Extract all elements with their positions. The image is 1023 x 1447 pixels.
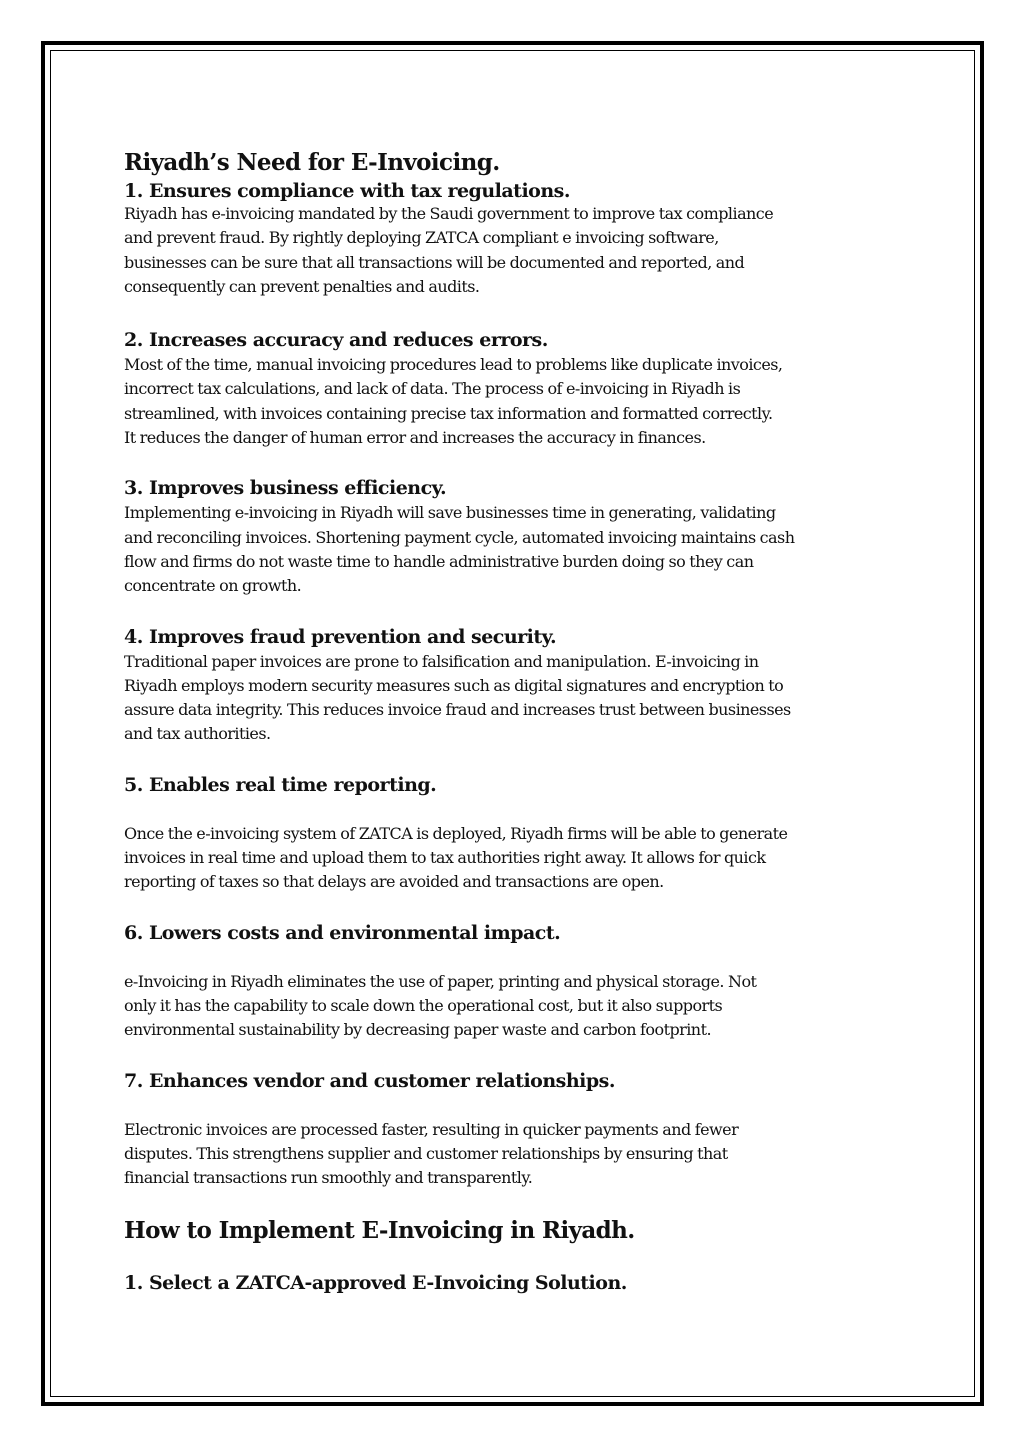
body-line: e-Invoicing in Riyadh eliminates the use of paper, printing and physical storage. Not bbox=[124, 971, 757, 991]
section-4 bbox=[124, 624, 914, 747]
section-body bbox=[124, 970, 914, 1043]
body-line: Riyadh employs modern security measures such as digital signatures and encryption to bbox=[124, 675, 784, 695]
final-section-heading: 1. Select a ZATCA-approved E-Invoicing Solution. bbox=[124, 1272, 627, 1295]
body-line: reporting of taxes so that delays are avoided and transactions are open. bbox=[124, 872, 664, 892]
section-7 bbox=[124, 1068, 914, 1191]
section-heading: 2. Increases accuracy and reduces errors. bbox=[124, 329, 548, 352]
body-line: Riyadh has e-invoicing mandated by the Saudi government to improve tax compliance bbox=[124, 204, 774, 223]
section-body bbox=[124, 1118, 914, 1191]
section-body bbox=[124, 353, 914, 450]
body-line: and tax authorities. bbox=[124, 724, 271, 744]
body-line: consequently can prevent penalties and audits. bbox=[124, 276, 480, 296]
body-line: flow and firms do not waste time to handle administrative burden doing so they can bbox=[124, 551, 754, 571]
section-body bbox=[124, 202, 914, 299]
body-line: Electronic invoices are processed faster, resulting in quicker payments and fewer bbox=[124, 1119, 739, 1139]
section-body bbox=[124, 650, 914, 747]
body-line: financial transactions run smoothly and transparently. bbox=[124, 1168, 533, 1188]
body-line: Once the e-invoicing system of ZATCA is deployed, Riyadh firms will be able to generate bbox=[124, 823, 788, 843]
section-2 bbox=[124, 327, 914, 450]
body-line: concentrate on growth. bbox=[124, 576, 302, 596]
section-6 bbox=[124, 920, 914, 1043]
section-body bbox=[124, 822, 914, 895]
body-line: disputes. This strengthens supplier and customer relationships by ensuring that bbox=[124, 1143, 728, 1163]
body-line: Most of the time, manual invoicing procedures lead to problems like duplicate invoices, bbox=[124, 355, 783, 375]
section-heading: 6. Lowers costs and environmental impact. bbox=[124, 921, 561, 944]
section-1 bbox=[124, 178, 914, 299]
body-line: and reconciling invoices. Shortening payment cycle, automated invoicing maintains cash bbox=[124, 527, 795, 547]
section-heading: 7. Enhances vendor and customer relationships. bbox=[124, 1069, 615, 1092]
section-3 bbox=[124, 475, 914, 598]
body-line: businesses can be sure that all transactions will be documented and reported, and bbox=[124, 252, 745, 272]
section-5 bbox=[124, 772, 914, 895]
section-heading: 1. Ensures compliance with tax regulations. bbox=[124, 180, 570, 202]
body-line: Implementing e-invoicing in Riyadh will save businesses time in generating, validating bbox=[124, 503, 776, 523]
body-line: and prevent fraud. By rightly deploying ZATCA compliant e invoicing software, bbox=[124, 228, 719, 248]
body-line: invoices in real time and upload them to tax authorities right away. It allows for quick bbox=[124, 848, 766, 868]
body-line: environmental sustainability by decreasing paper waste and carbon footprint. bbox=[124, 1020, 711, 1040]
body-line: It reduces the danger of human error and increases the accuracy in finances. bbox=[124, 428, 706, 448]
section-heading: 4. Improves fraud prevention and security. bbox=[124, 625, 557, 648]
body-line: assure data integrity. This reduces invoice fraud and increases trust between businesses bbox=[124, 700, 791, 720]
body-line: Traditional paper invoices are prone to falsification and manipulation. E-invoicing in bbox=[124, 651, 759, 671]
body-line: only it has the capability to scale down the operational cost, but it also supports bbox=[124, 995, 723, 1015]
document-content bbox=[124, 148, 914, 1296]
section-body bbox=[124, 501, 914, 598]
page-title: Riyadh’s Need for E-Invoicing. bbox=[124, 149, 500, 176]
body-line: streamlined, with invoices containing precise tax information and formatted correctly. bbox=[124, 403, 773, 423]
body-line: incorrect tax calculations, and lack of data. The process of e-invoicing in Riyadh is bbox=[124, 379, 741, 399]
section-heading: 3. Improves business efficiency. bbox=[124, 477, 447, 500]
section-heading: 5. Enables real time reporting. bbox=[124, 773, 437, 796]
subtitle-heading: How to Implement E-Invoicing in Riyadh. bbox=[124, 1217, 635, 1245]
